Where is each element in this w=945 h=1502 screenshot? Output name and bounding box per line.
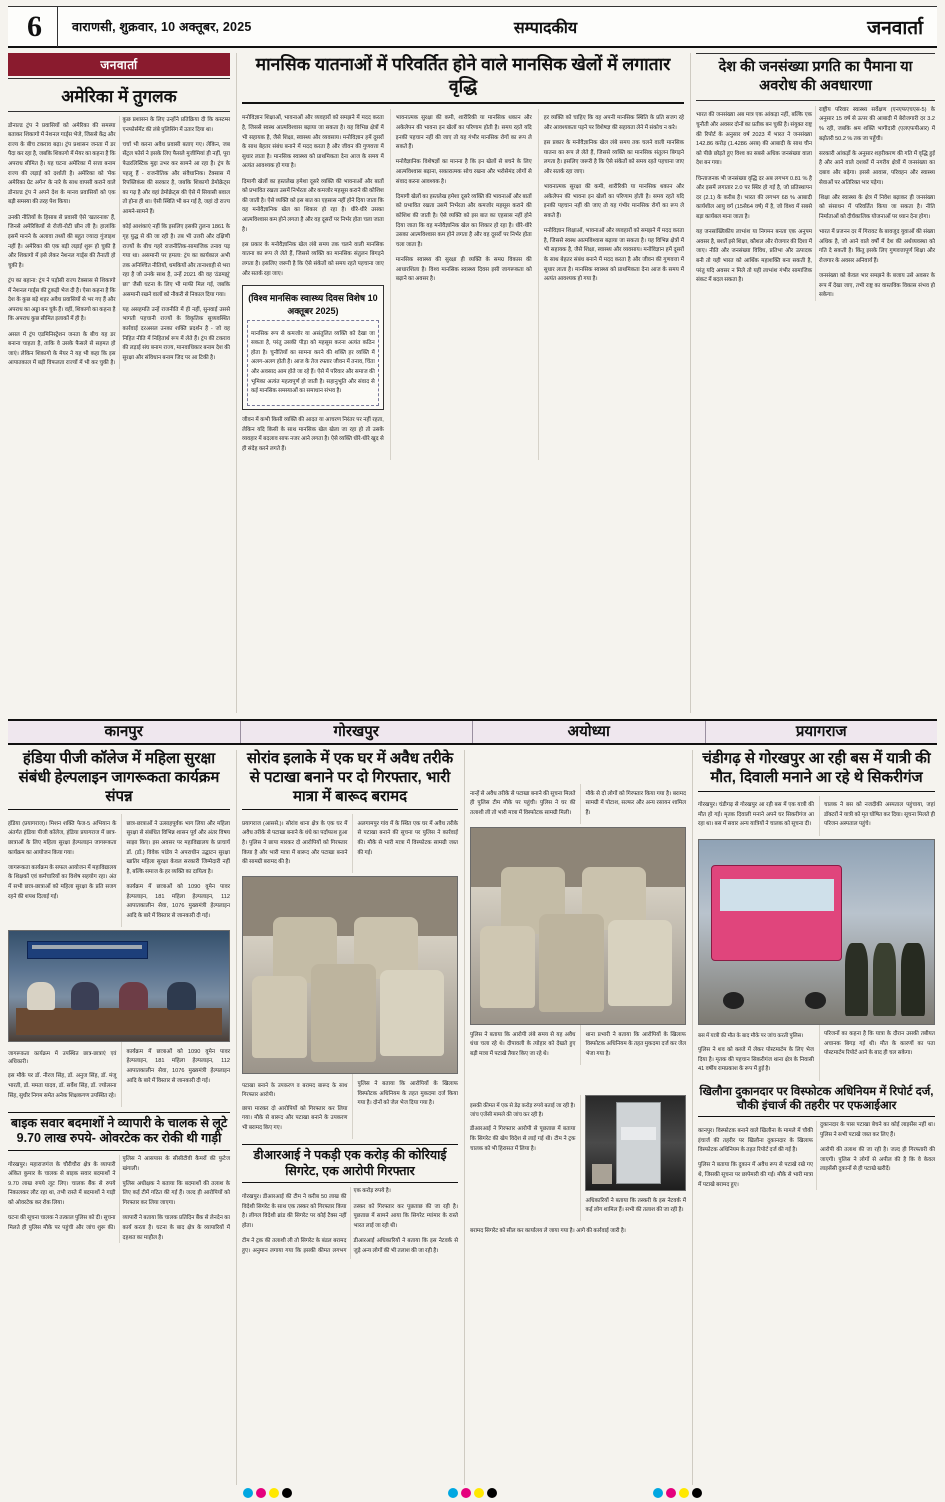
editorial-paragraph: ट्रंप का बहाना: ट्रंप ने पड़ोसी राज्य टेक्सास से शिकागो में नेशनल गार्ड्स की टुकड़ी भेज दी है। ऐसा कहना है कि देश के कुछ बड़े शहर अवैध प्रवासियों से भर गए हैं और अपराध का अड्डा बन चुके हैं। वहीं, शिकागो का कहना है कि अपराध कुछ सीमित इलाकों में ही है। (8, 277, 116, 323)
city-tab-prayagraj[interactable]: प्रयागराज (795, 723, 847, 740)
photo-police (901, 943, 925, 1017)
prayagraj-paragraph: पुलिस ने शव को कब्जे में लेकर पोस्टमार्टम के लिए भेज दिया है। मृतक की पहचान सिकरीगंज थाना क्षेत्र के निवासी 41 वर्षीय रामप्रकाश के रूप में हुई है। (698, 1047, 814, 1073)
kanpur-sub-paragraph: गोरखपुर। महाराजगंज के चौरीचौरा क्षेत्र के व्यापारी अंकित कुमार के चालक से बाइक सवार बदमाशों ने 9.70 लाख रुपये लूट लिए। चालक बैंक से रुपये निकालकर लौट रहा था, तभी रास्ते में बदमाशों ने गाड़ी को ओवरटेक कर रोक लिया। (8, 1161, 116, 1207)
gorakhpur-sub-paragraph: तस्कर को गिरफ्तार कर पूछताछ की जा रही है। पूछताछ में सामने आया कि सिगरेट म्यांमार के रास्ते भारत लाई जा रही थी। (353, 1203, 458, 1229)
editorial-title: अमेरिका में तुगलक (8, 79, 230, 112)
kanpur-paragraph: छात्र-छात्राओं ने उत्साहपूर्वक भाग लिया और महिला सुरक्षा से संबंधित विभिन्न शासन पूर्व और अंतर विषय साझा किए। इस अवसर पर महाविद्यालय के प्राचार्य डॉ. (डॉ.) विवेक पांडेय ने अपराधीन उद्घाटन सुरक्षा खातिर महिला सुरक्षा केवल सरकारी जिम्मेदारी नहीं है, बल्कि समाज के हर व्यक्ति का दायित्व है। (126, 820, 230, 875)
lead-paragraph: इस प्रकार के मनोवैज्ञानिक खेल लंबे समय तक चलने वाली मानसिक यातना का रूप ले लेते हैं, जिससे व्यक्ति का मानसिक संतुलन बिगड़ने लगता है। इसलिए जरूरी है कि ऐसे संकेतों को समय रहते पहचाना जाए और सतर्क रहा जाए। (242, 241, 384, 277)
photo-sack (608, 920, 672, 1006)
lead-box-inner (247, 320, 379, 406)
kanpur-paragraph: जागरूकता कार्यक्रम के सफल आयोजन में महाविद्यालय के शिक्षकों एवं कर्मचारियों का विशेष सहयोग रहा। अंत में सभी छात्र-छात्राओं को महिला सुरक्षा के प्रति सजग रहने की शपथ दिलाई गई। (8, 864, 117, 900)
city-tab-kanpur[interactable]: कानपुर (8, 721, 241, 743)
population-paragraph: भारत में प्रजनन दर में गिरावट के बावजूद युवाओं की संख्या अधिक है, जो आने वाले वर्षों में देश की अर्थव्यवस्था को गति दे सकती है। किंतु इसके लिए गुणवत्तापूर्ण शिक्षा और रोजगार के अवसर अनिवार्य हैं। (819, 229, 935, 264)
editorial-paragraph: कोई आशंकाएं नहीं कि इसलिए इसकी तुलना 1861 के गृह युद्ध से की जा रही है। तब भी उत्तरी और दक्षिणी राज्यों के बीच गहरे राजनीतिक-सामाजिक तनाव पड़ गया था। असमानी पर हमला: ट्रंप का कार्यकाल अभी तक अनिश्चित नीतियों, धमकियों और तानाशाही से भरा रहा है जो उनके साथ है, उन्हें 2021 की वह 'ठंडमझूं' छा'' जैसी घटना के लिए भी माफी मिल गई, जबकि असमानी रखने वालों को नौकरी से निकाल दिया गया। (122, 224, 230, 298)
ayodhya-block (464, 750, 686, 1485)
gorakhpur-sub-paragraph: गोरखपुर। डीआरआई की टीम ने करीब 50 लाख की विदेशी सिगरेट के साथ एक तस्कर को गिरफ्तार किया है। लीगल विदेशी ब्रांड की सिगरेट पर कोई टैक्स नहीं होता। (242, 1194, 347, 1229)
photo-sack (539, 914, 603, 1012)
lead-headline: मानसिक यातनाओं में परिवर्तित होने वाले मानसिक खेलों में लगातार वृद्धि (242, 53, 684, 104)
registration-dot (666, 1488, 676, 1498)
kanpur-paragraph: हंडिया (प्रयागराज)। मिशन शक्ति फेज-5 अभियान के अंतर्गत हंडिया पीजी कॉलेज, हंडिया प्रयागराज में छात्र-छात्राओं के लिए महिला सुरक्षा हेल्पलाइन जागरूकता कार्यक्रम का आयोजन किया गया। (8, 820, 117, 856)
top-region (8, 53, 937, 713)
prayagraj-paragraph: परिजनों का कहना है कि यात्रा के दौरान उसकी तबीयत अचानक बिगड़ गई थी। मौत के कारणों का पता पोस्टमार्टम रिपोर्ट आने के बाद ही चल सकेगा। (823, 1031, 935, 1057)
lead-paragraph: भावनात्मक सुरक्षा की कमी, शारीरिकी या मानसिक थकान और अकेलेपन की भावना इन खेलों का परिणाम होती है। समय रहते यदि इनकी पहचान नहीं की जाए तो यह गंभीर मानसिक रोगों का रूप ले सकते हैं। (543, 184, 685, 220)
kanpur-paragraph: इस मौके पर डॉ. नीरज सिंह, डॉ. अनुज सिंह, डॉ. मंजू भारती, डॉ. ममता यादव, डॉ. सर्वेश सिंह, डॉ. ज्योत्सना सिंह, सुधीर निगम समेत अनेक शिक्षकगण उपस्थित रहे। (8, 1073, 117, 1099)
city-band (8, 719, 937, 745)
lead-paragraph: मनोवैज्ञानिक विशेषज्ञों का मानना है कि इन खेलों से बचने के लिए आत्मविश्वास बढ़ाना, सकारात्मक सोच रखना और भरोसेमंद लोगों से संवाद करना आवश्यक है। (395, 159, 532, 185)
kanpur-sub-paragraph: घटना की सूचना चालक ने तत्काल पुलिस को दी। सूचना मिलते ही पुलिस मौके पर पहुंची और जांच शुरू की। पुलिस ने आसपास के सीसीटीवी कैमरों की फुटेज खंगाली। (8, 1156, 230, 1231)
photo-bus (711, 865, 843, 961)
masthead (8, 6, 937, 48)
prayagraj-sub-paragraph: पुलिस ने बताया कि दुकान में अवैध रूप से पटाखे रखे गए थे, जिसकी सूचना पर छापेमारी की गई। मौके से भारी मात्रा में पटाखे बरामद हुए। (698, 1162, 813, 1188)
gorakhpur-sub-body (242, 1187, 458, 1259)
population-paragraph: जनसंख्या को केवल भार समझने के बजाय उसे अवसर के रूप में देखा जाए, तभी राष्ट्र का वास्तविक विकास संभव हो सकेगा। (819, 273, 935, 299)
gorakhpur-sub-paragraph: टीम ने ट्रक की तलाशी ली तो सिगरेट के बंडल बरामद हुए। अनुमान लगाया गया कि इसकी कीमत लगभग एक करोड़ रुपये है। (242, 1188, 391, 1254)
kanpur-paragraph: कार्यक्रम में छात्राओं को 1090 वूमेन पावर हेल्पलाइन, 181 महिला हेल्पलाइन, 112 आपातकालीन सेवा, 1076 मुख्यमंत्री हेल्पलाइन आदि के बारे में विस्तार से जानकारी दी गई। (126, 1048, 230, 1084)
photo-sack (311, 964, 375, 1062)
registration-dot (243, 1488, 253, 1498)
ayodhya-sub-paragraph: डीआरआई ने गिरफ्तार आरोपी से पूछताछ में बताया कि सिगरेट की खेप विदेश से लाई गई थी। टीम ने ट्रक चालक को भी हिरासत में लिया है। (470, 1126, 576, 1152)
ayodhya-photo (470, 827, 686, 1025)
registration-dot (269, 1488, 279, 1498)
prayagraj-photo-caption: बस में यात्री की मौत के बाद मौके पर जांच करती पुलिस। (698, 1032, 804, 1039)
kanpur-headline: हंडिया पीजी कॉलेज में महिला सुरक्षा संबंधी हेल्पलाइन जागरूकता कार्यक्रम संपन्न (8, 750, 230, 810)
gorakhpur-paragraph: प्रयागराज (आससे.)। सोरांव थाना क्षेत्र के एक घर में अवैध तरीके से पटाखा बनाने के धंधे का पर्दाफाश हुआ है। पुलिस ने छापा मारकर दो आरोपियों को गिरफ्तार किया है और भारी मात्रा में बारूद और पटाखा बनाने की सामग्री बरामद की है। (242, 820, 348, 866)
prayagraj-paragraph: गोरखपुर। चंडीगढ़ से गोरखपुर आ रही बस में एक यात्री की मौत हो गई। मृतक दिवाली मनाने अपने घर सिकरीगंज आ रहा था। बस में सवार अन्य यात्रियों ने चालक को सूचना दी। (698, 802, 814, 828)
editorial-paragraph: उनकी नीतियों के हिसाब से प्रवासी ऐसे 'खतरनाक' हैं, जिनसे अमेरिकियों से रोजी-रोटी छीन ली है। हालांकि इसमें मानने के अलावा तथ्यों की बहुत ज्यादा गुंजाइश नहीं है। अमेरिका की एक बड़ी लड़ाई शुरू हो चुकी है और शिकागो में इसे लेकर नेशनल गार्ड्स की तैनाती हो चुकी है। (8, 214, 116, 269)
bottom-region (8, 750, 937, 1485)
ayodhya-paragraph: नान्हें से अवैध तरीके से पटाखा बनाने की सूचना मिलते ही पुलिस टीम मौके पर पहुंची। पुलिस ने घर की तलाशी ली तो भारी मात्रा में विस्फोटक सामग्री मिली। (470, 790, 576, 816)
lead-paragraph: हर व्यक्ति को चाहिए कि वह अपनी मानसिक स्थिति के प्रति सजग रहे और आवश्यकता पड़ने पर विशेषज्ञ की सहायता लेने में संकोच न करे। (543, 115, 685, 131)
photo-person (119, 982, 148, 1011)
page-number: 6 (12, 7, 58, 47)
lead-paragraph: दिमागी खेलों का हस्तलेख हमेशा दूसरे व्यक्ति की भावनाओं और बातों को प्रभावित रखता उसमें निर्भरता और कमजोर महसूस कराने की कोशिश की जाती है। ऐसे व्यक्ति को इस बात का एहसास नहीं होने दिया जाता कि वह मनोवैज्ञानिक खेल का शिकार हो रहा है। धीरे-धीरे उसका आत्मविश्वास कम होने लगता है और वह दूसरों पर निर्भर होता चला जाता है। (395, 193, 532, 248)
lead-paragraph: मनोविज्ञान शिक्षाओं, भावनाओं और व्यवहारों को समझने में मदद करता है, जिससे स्वस्थ आत्मविश्वास बढ़ाया जा सकता है। यह विभिन्न क्षेत्रों में भी सहायक है, जैसे शिक्षा, स्वास्थ्य और व्यवसाय। मनोविज्ञान हमें दूसरों के साथ बेहतर संबंध बनाने में मदद करता है और जीवन की गुणवत्ता में सुधार लाता है। मानसिक स्वास्थ्य को प्राथमिकता देना आज के समय में अत्यंत आवश्यक हो गया है। (242, 115, 384, 170)
prayagraj-sub-headline: खिलौना दुकानदार पर विस्फोटक अधिनियम में रिपोर्ट दर्ज, चौकी इंचार्ज की तहरीर पर एफआईआर (698, 1085, 935, 1118)
gorakhpur-sub-paragraph: डीआरआई अधिकारियों ने बताया कि इस नेटवर्क से जुड़े अन्य लोगों की भी तलाश की जा रही है। (353, 1238, 458, 1254)
color-registration-bar (8, 1485, 937, 1498)
population-paragraph: शिक्षा और स्वास्थ्य के क्षेत्र में निवेश बढ़ाकर ही जनसंख्या को संसाधन में परिवर्तित किया जा सकता है। नीति निर्माताओं को दीर्घकालिक योजनाओं पर ध्यान देना होगा। (819, 194, 935, 220)
kanpur-block (8, 750, 230, 1485)
kanpur-sub-paragraph: पुलिस अधीक्षक ने बताया कि बदमाशों की तलाश के लिए कई टीमें गठित की गई हैं। जल्द ही आरोपियों को गिरफ्तार कर लिया जाएगा। (122, 1180, 230, 1207)
population-paragraph: चिन्ताजनक भी जनसंख्या वृद्धि दर अब लगभग 0.81 % है और इसमें लगातार 2.0 पर स्थिर हो गई है, जो प्रतिस्थापन दर (2.1) के करीब है। भारत की लगभग 68 % आबादी कार्यशील आयु वर्ग (15से64 वर्ष) में है, जो विश्व में सबसे बड़ा कार्यबल माना जाता है। (696, 175, 812, 220)
editorial-paragraph: चर्चा भी करना अवैध प्रवासी बताए गए। लेकिन, जब सेंट्रल फोर्स ने इसके लिए फैसले मुजीमियां ही नहीं, पूरा फेडरलिस्टिक मुद्दा उभर कर सामने आ रहा है। ट्रंप के पहलू हैं - राजनीतिक और संवैधानिक। टेक्सास में रिपब्लिकंस की सरकार है, जबकि शिकागो डेमोक्रेट्स का गढ़ है और वहां डेमोक्रेट्स की ऐसे में सियासी बवाल तो होना ही था। ऐसी स्थिति भी बन गई है, जहां दो राज्य आमने-सामने हैं। (122, 141, 230, 216)
lead-feature-box (242, 285, 384, 410)
prayagraj-block (692, 750, 935, 1485)
lead-box-title: (विश्व मानसिक स्वास्थ्य दिवस विशेष 10 अक्तूबर 2025) (248, 292, 378, 316)
registration-dot (461, 1488, 471, 1498)
photo-banner (27, 941, 148, 959)
city-tab-ayodhya[interactable]: अयोध्या (473, 721, 706, 743)
prayagraj-sub-paragraph: दुकानदार के पास पटाखा बेचने का कोई लाइसेंस नहीं था। पुलिस ने सभी पटाखे जब्त कर लिए हैं। (820, 1122, 935, 1138)
ayodhya-photo-2 (585, 1095, 686, 1191)
editorial-paragraph: डोनाल्ड ट्रंप ने प्रवासियों को अमेरिका की समस्या बताकर शिकागो में नेशनल गार्ड्स भेजे, जिससे केंद्र और राज्य के बीच टकराव बढ़ा। ट्रंप प्रशासन जनता में डर पैदा कर रहा है, जबकि शिकागो में मेयर का कहना है कि अपराध सीमित है। यह घटना अमेरिका में सत्ता बनाम राज्य की लड़ाई को दर्शाती है। अमेरिका को 'मेक अमेरिका ग्रेट अगेन' के नारे के साथ वापसी कराने वाले डोनाल्ड ट्रंप ने अपने देश के मानव प्रवासियों को एक बड़ी समस्या की तरह पेश किया। (8, 122, 116, 206)
lead-paragraph: इस प्रकार के मनोवैज्ञानिक खेल लंबे समय तक चलने वाली मानसिक यातना का रूप ले लेते हैं, जिससे व्यक्ति का मानसिक संतुलन बिगड़ने लगता है। इसलिए जरूरी है कि ऐसे संकेतों को समय रहते पहचाना जाए और सतर्क रहा जाए। (543, 140, 685, 176)
lead-paragraph: जीवन में कभी किसी व्यक्ति की आदत या आचरण निरंतर पर नहीं रहता, लेकिन यदि किसी के साथ मानसिक खेल खेला जा रहा हो तो उसके व्यवहार में बदलाव साफ नजर आने लगता है। ऐसे व्यक्ति धीरे-धीरे खुद से ही संदेह करने लगते हैं। (242, 416, 384, 452)
registration-dot (474, 1488, 484, 1498)
photo-police (873, 943, 897, 1017)
lead-paragraph: दिमागी खेलों का हस्तलेख हमेशा दूसरे व्यक्ति की भावनाओं और बातों को प्रभावित रखता उसमें निर्भरता और कमजोर महसूस कराने की कोशिश की जाती है। ऐसे व्यक्ति को इस बात का एहसास नहीं होने दिया जाता कि वह मनोवैज्ञानिक खेल का शिकार हो रहा है। धीरे-धीरे उसका आत्मविश्वास कम होने लगता है और वह दूसरों पर निर्भर होता चला जाता है। (242, 178, 384, 233)
lead-story (236, 53, 684, 713)
editorial-paragraph: यह असहमति उन्हें राजनीति में ही नहीं, सुनवाई उससे भागती पहचानी राज्यों के विकृतिक सुव्यवस्थित कार्रवाई दरअसल उनका शक्ति प्रदर्शन है - जो वह निहित नीति में निहितार्थ रूप में लेते हैं। ट्रंप की टकराव की लड़ाई संघ बनाम राज्य, मानवाधिकार बनाम देश की सुरक्षा और संविधान बनाम जिद पर आ टिकी है। (122, 306, 230, 361)
lead-paragraph: भावनात्मक सुरक्षा की कमी, शारीरिकी या मानसिक थकान और अकेलेपन की भावना इन खेलों का परिणाम होती है। समय रहते यदि इनकी पहचान नहीं की जाए तो यह गंभीर मानसिक रोगों का रूप ले सकते हैं। (395, 115, 532, 151)
editorial-flag: जनवार्ता (8, 53, 230, 76)
ayodhya-sub-paragraph: बरामद सिगरेट को सील कर कार्यालय ले जाया गया है। आगे की कार्रवाई जारी है। (470, 1228, 626, 1235)
ayodhya-paragraph: मौके से दो लोगों को गिरफ्तार किया गया है। बरामद सामग्री में पोटाश, सल्फर और अन्य रसायन शामिल हैं। (585, 790, 686, 816)
prayagraj-photo (698, 839, 935, 1025)
photo-person (71, 982, 100, 1011)
photo-table (16, 1008, 223, 1034)
kanpur-sub-body (8, 1155, 230, 1243)
population-headline: देश की जनसंख्या प्रगति का पैमाना या अवरोध की अवधारणा (696, 53, 935, 101)
lead-paragraph: मानसिक स्वास्थ्य की सुरक्षा ही व्यक्ति के समग्र विकास की आधारशिला है। विश्व मानसिक स्वास्थ्य दिवस इसी जागरूकता को बढ़ाने का अवसर है। (395, 257, 532, 283)
ayodhya-paragraph: पुलिस ने बताया कि आरोपी लंबे समय से यह अवैध धंधा चला रहे थे। दीपावली के त्योहार को देखते हुए बड़ी मात्रा में पटाखे तैयार किए जा रहे थे। (470, 1031, 576, 1057)
registration-dot (679, 1488, 689, 1498)
population-paragraph: सरकारी आंकड़ों के अनुसार शहरीकरण की गति में वृद्धि हुई है और आने वाले दशकों में नगरीय क्षेत्रों में जनसंख्या का दबाव और बढ़ेगा। इससे आवास, परिवहन और स्वास्थ्य सेवाओं पर अतिरिक्त भार पड़ेगा। (819, 150, 935, 186)
gorakhpur-paragraph: पुलिस ने बताया कि आरोपियों के खिलाफ विस्फोटक अधिनियम के तहत मुकदमा दर्ज किया गया है। दोनों को जेल भेज दिया गया है। (357, 1081, 458, 1107)
photo-sack (252, 976, 308, 1058)
prayagraj-headline: चंडीगढ़ से गोरखपुर आ रही बस में यात्री की मौत, दिवाली मनाने आ रहे थे सिकरीगंज (698, 750, 935, 792)
population-paragraph: राष्ट्रीय परिवार स्वास्थ्य सर्वेक्षण (एनएफएचएस-5) के अनुसार 15 वर्ष से ऊपर की आबादी में बेरोजगारी दर 3.2 % रही, जबकि श्रम शक्ति भागीदारी (एलएफपीआर) में बढ़ोतरी 50.2 % तक जा पहुँची। (819, 106, 935, 142)
lead-paragraph: मनोविज्ञान शिक्षाओं, भावनाओं और व्यवहारों को समझने में मदद करता है, जिससे स्वस्थ आत्मविश्वास बढ़ाया जा सकता है। यह विभिन्न क्षेत्रों में भी सहायक है, जैसे शिक्षा, स्वास्थ्य और व्यवसाय। मनोविज्ञान हमें दूसरों के साथ बेहतर संबंध बनाने में मदद करता है और जीवन की गुणवत्ता में सुधार लाता है। मानसिक स्वास्थ्य को प्राथमिकता देना आज के समय में अत्यंत आवश्यक हो गया है। (543, 228, 685, 283)
prayagraj-sub-body (698, 1121, 935, 1190)
registration-dot (487, 1488, 497, 1498)
editorial-paragraph: असल में ट्रंप एडमिनिस्ट्रेशन जनता के बीच यह डर बनाना चाहता है, ताकि वे उसके फैसले से सहमत हो जाएं। लेकिन शिकागो के मेयर ने यह भी कहा कि इस आपातकाल में बड़ी विफलता राज्यों में भी कर चुकी है। कुछ प्रशासन के लिए उन्होंने प्रतिक्रिया दी कि कस्टम्स एनफोर्समेंट की लंबे पुलिसिंग में उतार दिया था। (8, 117, 230, 367)
photo-sack (480, 926, 536, 1008)
population-paragraph: भारत की जनसंख्या अब मात्र एक आंकड़ा नहीं, बल्कि एक चुनौती और अवसर दोनों का प्रतीक बन चुकी है। संयुक्त राष्ट्र की रिपोर्ट के अनुसार वर्ष 2023 में भारत ने जनसंख्या 142.86 करोड़ (1.4286 अरब) की आबादी के साथ चीन को पीछे छोड़ते हुए विश्व का सबसे अधिक जनसंख्या वाला देश बन गया। (696, 112, 812, 167)
registration-dot (282, 1488, 292, 1498)
ayodhya-photo-caption: इसकी कीमत में एक से डेढ़ करोड़ रुपये बताई जा रही है। जांच एजेंसी मामले की जांच कर रही है। (470, 1103, 576, 1119)
kanpur-sub-paragraph: व्यापारी ने बताया कि चालक प्रतिदिन बैंक से लेनदेन का कार्य करता है। घटना के बाद क्षेत्र के व्यापारियों में दहशत का माहौल है। (122, 1215, 230, 1241)
prayagraj-paragraph: चालक ने बस को नजदीकी अस्पताल पहुंचाया, जहां डॉक्टरों ने यात्री को मृत घोषित कर दिया। सूचना मिलते ही परिजन अस्पताल पहुंचे। (823, 802, 935, 828)
registration-dot (448, 1488, 458, 1498)
ayodhya-sub-paragraph: अधिकारियों ने बताया कि तस्करी के इस नेटवर्क में कई लोग शामिल हैं। सभी की तलाश की जा रही है। (585, 1197, 686, 1214)
editorial-body (8, 116, 230, 369)
gorakhpur-photo (242, 876, 458, 1074)
editorial-column (8, 53, 230, 713)
photo-box (592, 1164, 612, 1185)
registration-dot (256, 1488, 266, 1498)
gorakhpur-photo-caption: पटाखा बनाने के उपकरण व बरामद बारूद के साथ गिरफ्तार आरोपी। (242, 1082, 348, 1098)
kanpur-paragraph: कार्यक्रम में छात्राओं को 1090 वूमेन पावर हेल्पलाइन, 181 महिला हेल्पलाइन, 112 आपातकालीन सेवा, 1076 मुख्यमंत्री हेल्पलाइन आदि के बारे में विस्तार से जानकारी दी गई। (126, 884, 230, 919)
prayagraj-sub-paragraph: कानपुर। विस्फोटक बनाने वाले खिलौना के मामले में चौकी इंचार्ज की तहरीर पर खिलौना दुकानदार के खिलाफ विस्फोटक अधिनियम के तहत रिपोर्ट दर्ज की गई है। (698, 1127, 813, 1154)
gorakhpur-paragraph: छापा मारकर दो आरोपियों को गिरफ्तार कर लिया गया। मौके से बारूद और पटाखा बनाने के उपकरण भी बरामद किए गए। (242, 1105, 348, 1131)
photo-person (167, 982, 196, 1011)
photo-person (27, 982, 56, 1011)
editorial-flag-wrap (8, 53, 230, 79)
kanpur-photo-caption: जागरूकता कार्यक्रम में उपस्थित छात्र-छात्राएं एवं अधिकारी। (8, 1050, 117, 1066)
population-story (690, 53, 935, 713)
photo-wheel (805, 992, 826, 1009)
photo-wheel (723, 992, 744, 1009)
gorakhpur-block (236, 750, 458, 1485)
photo-police (845, 943, 869, 1017)
population-paragraph: यह जनसांख्यिकीय लाभांश या निगमन बनता एक अनुपम अवसर है, बशर्ते इसे शिक्षा, कौशल और रोजगार की दिशा में जाए। नीति और जनसंख्या विविध, प्रतिभा और उत्पादक बनी तो यही भारत को आर्थिक महाशक्ति बना सकती है, परंतु यदि अवसर न मिले तो यही लाभांश गंभीर सामाजिक संकट में बदल सकता है। (696, 229, 812, 284)
gorakhpur-paragraph: अलगामपुर गांव में के स्थित एक घर में अवैध तरीके से पटाखा बनाने की सूचना पर पुलिस ने कार्रवाई की। मौके से भारी मात्रा में विस्फोटक सामग्री जब्त की गई। (357, 820, 458, 856)
photo-door (616, 1102, 661, 1185)
photo-sack (380, 970, 444, 1056)
kanpur-photo (8, 930, 230, 1042)
prayagraj-sub-paragraph: आरोपी की तलाश की जा रही है। जल्द ही गिरफ्तारी की जाएगी। पुलिस ने लोगों से अपील की है कि वे केवल लाइसेंसी दुकानों से ही पटाखे खरीदें। (820, 1147, 935, 1173)
gorakhpur-headline: सोरांव इलाके में एक घर में अवैध तरीके से पटाखा बनाने पर दो गिरफ्तार, भारी मात्रा में बारूद बरामद (242, 750, 458, 810)
ayodhya-paragraph: थाना प्रभारी ने बताया कि आरोपियों के खिलाफ विस्फोटक अधिनियम के तहत मुकदमा दर्ज कर जेल भेजा गया है। (585, 1031, 686, 1057)
registration-dot (692, 1488, 702, 1498)
lead-box-text: मानसिक रूप से कमजोर या असंतुलित व्यक्ति को देखा जा सकता है, परंतु उसकी पीड़ा को महसूस करना अत्यंत कठिन होता है। चुनौतियों का सामना करने की शक्ति हर व्यक्ति में अलग-अलग होती है। आज के तेज रफ्तार जीवन में तनाव, चिंता और अवसाद आम होते जा रहे हैं। ऐसे में परिवार और समाज की भूमिका अत्यंत महत्वपूर्ण हो जाती है। सहानुभूति और संवाद से कई मानसिक समस्याओं का समाधान संभव है। (251, 330, 375, 395)
registration-dot (653, 1488, 663, 1498)
gorakhpur-sub-headline: डीआरआई ने पकड़ी एक करोड़ की कोरियाई सिगरेट, एक आरोपी गिरफ्तार (242, 1144, 458, 1183)
masthead-date: वाराणसी, शुक्रवार, 10 अक्तूबर, 2025 (72, 20, 252, 34)
city-tab-gorakhpur[interactable]: गोरखपुर (241, 721, 474, 743)
masthead-paper-name: जनवार्ता (867, 17, 923, 39)
kanpur-sub-headline: बाइक सवार बदमाशों ने व्यापारी के चालक से लूटे 9.70 लाख रुपये- ओवरटेक कर रोकी थी गाड़ी (8, 1112, 230, 1151)
population-body (696, 106, 935, 301)
masthead-section: सम्पादकीय (513, 19, 578, 37)
